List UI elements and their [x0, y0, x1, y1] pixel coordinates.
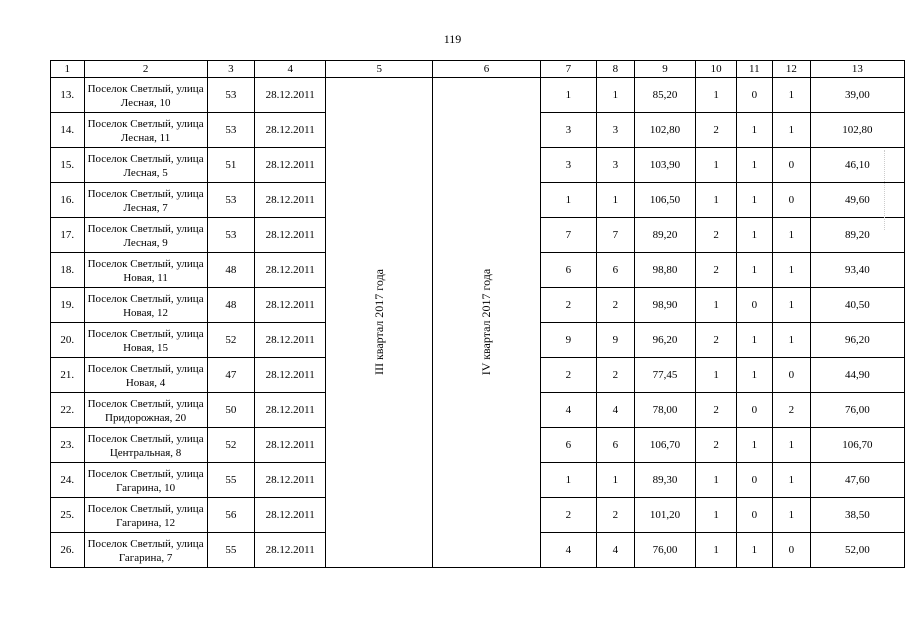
col3-cell: 48	[207, 288, 255, 323]
col10-cell: 1	[696, 183, 736, 218]
col10-cell: 1	[696, 358, 736, 393]
col11-cell: 1	[736, 253, 772, 288]
address-line-1: Поселок Светлый, улица	[87, 327, 204, 340]
col7-cell: 7	[540, 218, 596, 253]
col12-cell: 1	[772, 113, 810, 148]
area-cell: 76,00	[634, 533, 696, 568]
row-number: 14.	[51, 113, 85, 148]
col13-cell: 44,90	[810, 358, 904, 393]
col11-cell: 0	[736, 288, 772, 323]
col13-cell: 93,40	[810, 253, 904, 288]
col3-cell: 53	[207, 183, 255, 218]
col3-cell: 52	[207, 323, 255, 358]
address-line-1: Поселок Светлый, улица	[87, 222, 204, 235]
col8-cell: 7	[597, 218, 635, 253]
area-cell: 101,20	[634, 498, 696, 533]
address-line-1: Поселок Светлый, улица	[87, 257, 204, 270]
col12-cell: 0	[772, 148, 810, 183]
row-number: 24.	[51, 463, 85, 498]
date-cell: 28.12.2011	[255, 428, 326, 463]
col8-cell: 4	[597, 393, 635, 428]
address-line-1: Поселок Светлый, улица	[87, 117, 204, 130]
col7-cell: 9	[540, 323, 596, 358]
area-cell: 103,90	[634, 148, 696, 183]
date-cell: 28.12.2011	[255, 288, 326, 323]
housing-table	[50, 60, 905, 568]
col13-cell: 40,50	[810, 288, 904, 323]
date-cell: 28.12.2011	[255, 463, 326, 498]
col12-cell: 1	[772, 288, 810, 323]
col12-cell: 1	[772, 253, 810, 288]
quarter-iv-merged-cell	[433, 78, 540, 568]
column-number: 11	[736, 61, 772, 78]
column-number: 13	[810, 61, 904, 78]
col13-cell: 96,20	[810, 323, 904, 358]
col10-cell: 2	[696, 323, 736, 358]
row-number: 21.	[51, 358, 85, 393]
address-line-2: Гагарина, 12	[116, 516, 176, 529]
address-cell	[84, 533, 207, 568]
date-cell: 28.12.2011	[255, 113, 326, 148]
address-cell	[84, 288, 207, 323]
col3-cell: 53	[207, 78, 255, 113]
table-row	[51, 78, 905, 113]
col11-cell: 1	[736, 323, 772, 358]
address-line-1: Поселок Светлый, улица	[87, 432, 204, 445]
date-cell: 28.12.2011	[255, 218, 326, 253]
address-cell	[84, 358, 207, 393]
address-line-2: Новая, 11	[123, 271, 168, 284]
address-cell	[84, 498, 207, 533]
col7-cell: 6	[540, 428, 596, 463]
date-cell: 28.12.2011	[255, 323, 326, 358]
address-line-2: Придорожная, 20	[105, 411, 187, 424]
col3-cell: 51	[207, 148, 255, 183]
col8-cell: 9	[597, 323, 635, 358]
address-line-1: Поселок Светлый, улица	[87, 397, 204, 410]
address-cell	[84, 183, 207, 218]
col10-cell: 2	[696, 113, 736, 148]
quarter-iii-merged-cell	[326, 78, 433, 568]
col7-cell: 2	[540, 288, 596, 323]
area-cell: 77,45	[634, 358, 696, 393]
col11-cell: 1	[736, 113, 772, 148]
address-line-1: Поселок Светлый, улица	[87, 152, 204, 165]
date-cell: 28.12.2011	[255, 253, 326, 288]
col12-cell: 1	[772, 78, 810, 113]
col3-cell: 52	[207, 428, 255, 463]
col12-cell: 0	[772, 358, 810, 393]
column-number: 4	[255, 61, 326, 78]
col3-cell: 55	[207, 533, 255, 568]
area-cell: 89,30	[634, 463, 696, 498]
address-line-2: Гагарина, 7	[118, 551, 173, 564]
address-line-2: Центральная, 8	[109, 446, 182, 459]
area-cell: 102,80	[634, 113, 696, 148]
address-line-2: Лесная, 5	[123, 166, 168, 179]
date-cell: 28.12.2011	[255, 498, 326, 533]
area-cell: 89,20	[634, 218, 696, 253]
address-line-1: Поселок Светлый, улица	[87, 467, 204, 480]
column-number-row	[51, 61, 905, 78]
col7-cell: 2	[540, 358, 596, 393]
col13-cell: 39,00	[810, 78, 904, 113]
row-number: 23.	[51, 428, 85, 463]
col10-cell: 2	[696, 393, 736, 428]
col8-cell: 2	[597, 358, 635, 393]
address-line-2: Лесная, 7	[123, 201, 168, 214]
col11-cell: 0	[736, 463, 772, 498]
col3-cell: 53	[207, 218, 255, 253]
area-cell: 96,20	[634, 323, 696, 358]
date-cell: 28.12.2011	[255, 533, 326, 568]
col10-cell: 2	[696, 253, 736, 288]
col8-cell: 1	[597, 183, 635, 218]
row-number: 16.	[51, 183, 85, 218]
date-cell: 28.12.2011	[255, 78, 326, 113]
address-line-2: Новая, 12	[123, 306, 169, 319]
column-number: 8	[597, 61, 635, 78]
col7-cell: 3	[540, 148, 596, 183]
col10-cell: 1	[696, 533, 736, 568]
col7-cell: 4	[540, 533, 596, 568]
col8-cell: 6	[597, 253, 635, 288]
column-number: 6	[433, 61, 540, 78]
quarter-iv-label: IV квартал 2017 года	[479, 268, 494, 376]
address-line-2: Лесная, 10	[120, 96, 171, 109]
column-number: 9	[634, 61, 696, 78]
area-cell: 98,90	[634, 288, 696, 323]
col8-cell: 3	[597, 148, 635, 183]
col3-cell: 47	[207, 358, 255, 393]
col3-cell: 56	[207, 498, 255, 533]
address-line-2: Новая, 15	[123, 341, 169, 354]
row-number: 22.	[51, 393, 85, 428]
address-line-1: Поселок Светлый, улица	[87, 82, 204, 95]
col12-cell: 1	[772, 498, 810, 533]
col7-cell: 2	[540, 498, 596, 533]
address-cell	[84, 148, 207, 183]
col12-cell: 0	[772, 183, 810, 218]
quarter-iii-label: III квартал 2017 года	[372, 268, 387, 376]
row-number: 26.	[51, 533, 85, 568]
address-cell	[84, 78, 207, 113]
col12-cell: 1	[772, 218, 810, 253]
col8-cell: 6	[597, 428, 635, 463]
col11-cell: 0	[736, 393, 772, 428]
row-number: 25.	[51, 498, 85, 533]
col12-cell: 1	[772, 463, 810, 498]
row-number: 13.	[51, 78, 85, 113]
address-cell	[84, 323, 207, 358]
address-cell	[84, 218, 207, 253]
col11-cell: 1	[736, 218, 772, 253]
row-number: 20.	[51, 323, 85, 358]
col10-cell: 1	[696, 463, 736, 498]
date-cell: 28.12.2011	[255, 183, 326, 218]
area-cell: 106,50	[634, 183, 696, 218]
date-cell: 28.12.2011	[255, 358, 326, 393]
col3-cell: 50	[207, 393, 255, 428]
col7-cell: 4	[540, 393, 596, 428]
col10-cell: 1	[696, 498, 736, 533]
date-cell: 28.12.2011	[255, 148, 326, 183]
col3-cell: 48	[207, 253, 255, 288]
col11-cell: 1	[736, 183, 772, 218]
col10-cell: 2	[696, 428, 736, 463]
address-line-2: Лесная, 9	[123, 236, 168, 249]
address-cell	[84, 463, 207, 498]
col12-cell: 0	[772, 533, 810, 568]
address-cell	[84, 253, 207, 288]
col13-cell: 38,50	[810, 498, 904, 533]
col7-cell: 3	[540, 113, 596, 148]
col8-cell: 1	[597, 78, 635, 113]
address-line-1: Поселок Светлый, улица	[87, 187, 204, 200]
column-number: 5	[326, 61, 433, 78]
column-number: 10	[696, 61, 736, 78]
address-line-1: Поселок Светлый, улица	[87, 362, 204, 375]
column-number: 1	[51, 61, 85, 78]
column-number: 3	[207, 61, 255, 78]
date-cell: 28.12.2011	[255, 393, 326, 428]
col13-cell: 49,60	[810, 183, 904, 218]
area-cell: 78,00	[634, 393, 696, 428]
col7-cell: 6	[540, 253, 596, 288]
address-line-2: Новая, 4	[125, 376, 166, 389]
col11-cell: 0	[736, 78, 772, 113]
col12-cell: 2	[772, 393, 810, 428]
col7-cell: 1	[540, 183, 596, 218]
address-cell	[84, 393, 207, 428]
col7-cell: 1	[540, 78, 596, 113]
col11-cell: 1	[736, 428, 772, 463]
area-cell: 85,20	[634, 78, 696, 113]
col13-cell: 89,20	[810, 218, 904, 253]
col10-cell: 2	[696, 218, 736, 253]
col13-cell: 47,60	[810, 463, 904, 498]
col12-cell: 1	[772, 323, 810, 358]
address-line-1: Поселок Светлый, улица	[87, 502, 204, 515]
row-number: 19.	[51, 288, 85, 323]
col11-cell: 1	[736, 533, 772, 568]
col13-cell: 76,00	[810, 393, 904, 428]
col13-cell: 52,00	[810, 533, 904, 568]
address-line-2: Гагарина, 10	[116, 481, 176, 494]
col3-cell: 55	[207, 463, 255, 498]
col10-cell: 1	[696, 78, 736, 113]
col13-cell: 46,10	[810, 148, 904, 183]
area-cell: 98,80	[634, 253, 696, 288]
column-number: 7	[540, 61, 596, 78]
col13-cell: 102,80	[810, 113, 904, 148]
col11-cell: 1	[736, 358, 772, 393]
address-line-1: Поселок Светлый, улица	[87, 292, 204, 305]
area-cell: 106,70	[634, 428, 696, 463]
col8-cell: 2	[597, 498, 635, 533]
margin-marks	[884, 150, 889, 230]
col10-cell: 1	[696, 148, 736, 183]
column-number: 2	[84, 61, 207, 78]
col8-cell: 1	[597, 463, 635, 498]
col7-cell: 1	[540, 463, 596, 498]
col8-cell: 3	[597, 113, 635, 148]
address-cell	[84, 428, 207, 463]
row-number: 17.	[51, 218, 85, 253]
page-number: 119	[443, 32, 462, 46]
col8-cell: 2	[597, 288, 635, 323]
address-line-2: Лесная, 11	[120, 131, 171, 144]
col11-cell: 1	[736, 148, 772, 183]
address-cell	[84, 113, 207, 148]
col10-cell: 1	[696, 288, 736, 323]
col13-cell: 106,70	[810, 428, 904, 463]
row-number: 15.	[51, 148, 85, 183]
col12-cell: 1	[772, 428, 810, 463]
column-number: 12	[772, 61, 810, 78]
col3-cell: 53	[207, 113, 255, 148]
col11-cell: 0	[736, 498, 772, 533]
address-line-1: Поселок Светлый, улица	[87, 537, 204, 550]
row-number: 18.	[51, 253, 85, 288]
col8-cell: 4	[597, 533, 635, 568]
